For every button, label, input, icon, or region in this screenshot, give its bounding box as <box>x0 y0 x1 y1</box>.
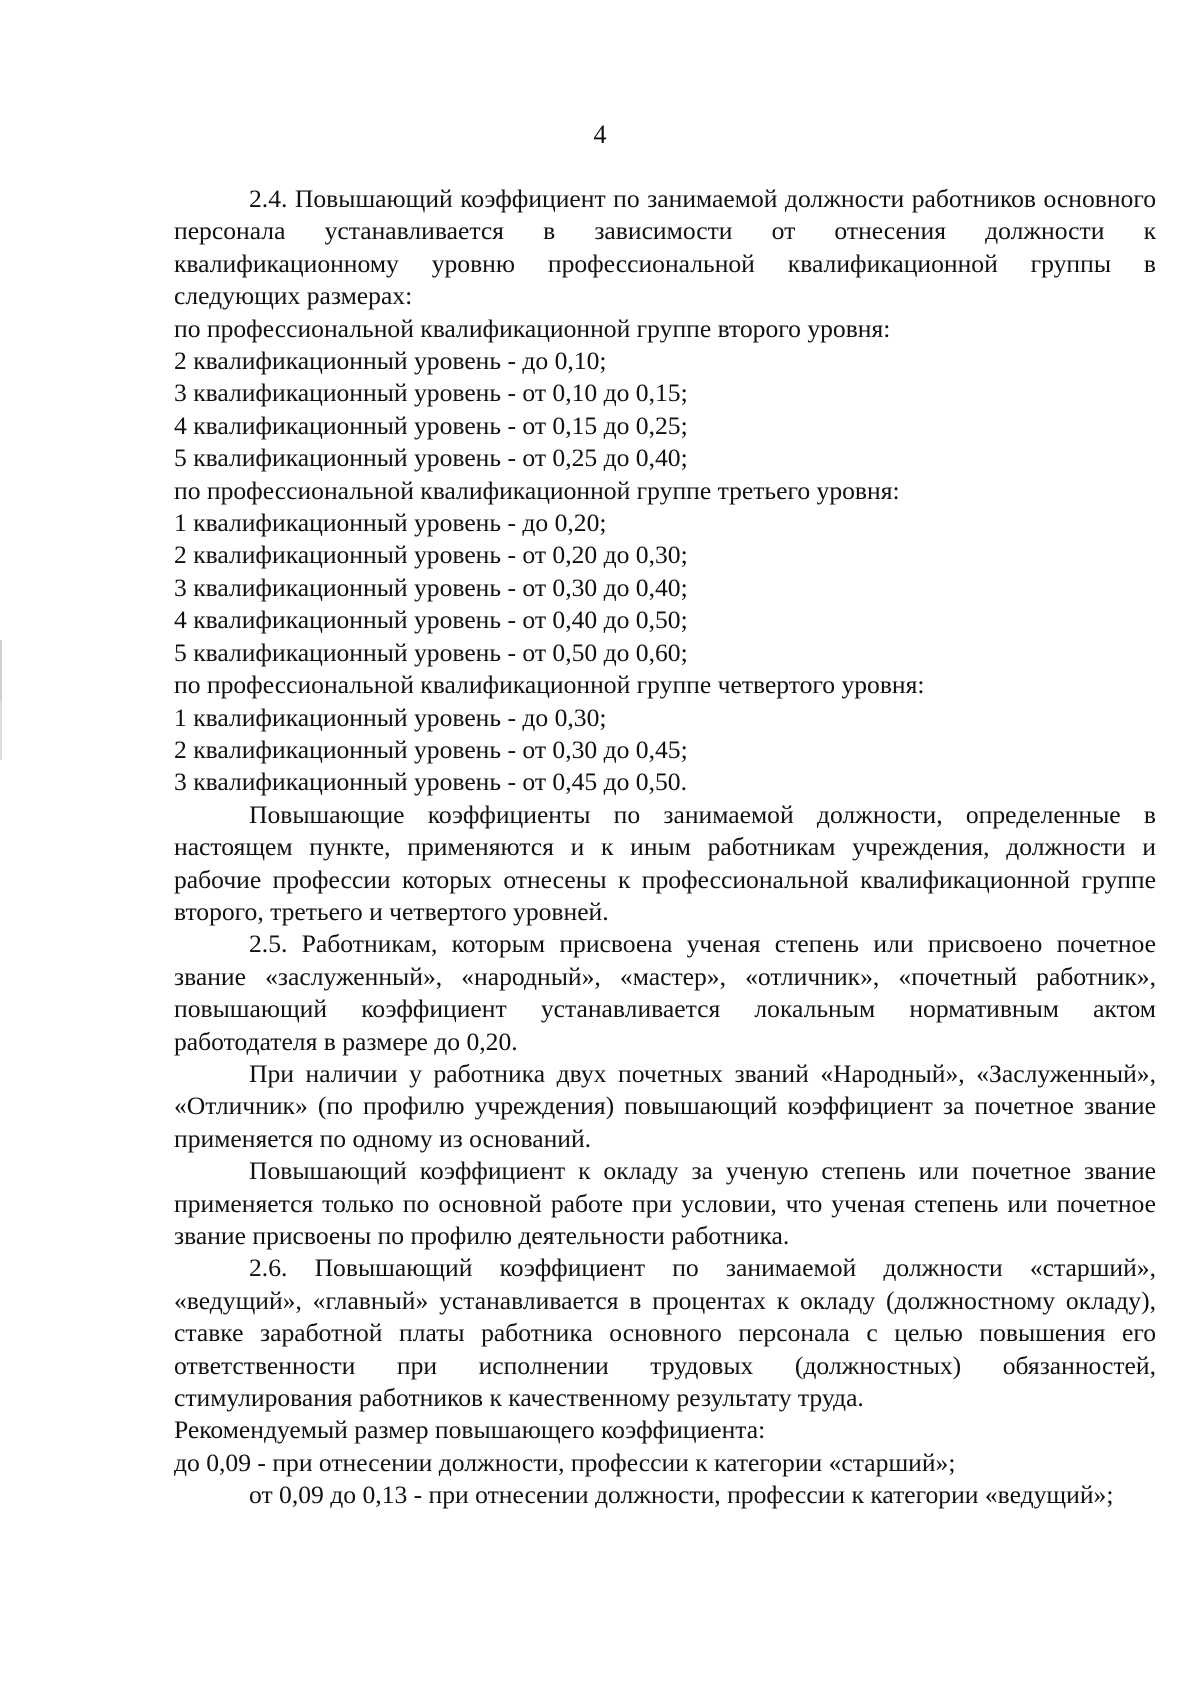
paragraph: Повышающий коэффициент к окладу за ученую степень или почетное звание применяется только по основной работе при условии, что ученая степень или почетное звание присвоены по профилю деятельности работника. <box>174 1156 1156 1250</box>
page-number: 4 <box>593 120 607 149</box>
list-line: 2 квалификационный уровень - от 0,20 до 0,30; <box>174 540 688 570</box>
list-line: 1 квалификационный уровень - до 0,20; <box>174 508 607 538</box>
list-line: 3 квалификационный уровень - от 0,30 до 0,40; <box>174 572 688 602</box>
list-line: 3 квалификационный уровень - от 0,10 до 0,15; <box>174 378 688 408</box>
list-line: по профессиональной квалификационной группе четвертого уровня: <box>174 670 925 700</box>
paragraph: При наличии у работника двух почетных званий «Народный», «Заслуженный», «Отличник» (по профилю учреждения) повышающий коэффициент за почетное звание применяется по одному из оснований. <box>174 1058 1156 1153</box>
paragraph: 2.6. Повышающий коэффициент по занимаемой должности «старший», «ведущий», «главный» устанавливается в процентах к окладу (должностному окладу), ставке заработной платы работника основного персонала с целью повышения его ответственности при исполнении трудовых (должностных) обязанностей, стимулирования работников к качественному результату труда. <box>174 1253 1156 1413</box>
scan-edge-mark <box>0 640 2 700</box>
scan-edge-mark <box>0 700 2 760</box>
list-line: по профессиональной квалификационной группе третьего уровня: <box>174 475 900 505</box>
paragraph: от 0,09 до 0,13 - при отнесении должности, профессии к категории «ведущий»; <box>249 1480 1114 1510</box>
list-line: 5 квалификационный уровень - от 0,25 до 0,40; <box>174 443 688 473</box>
list-line: 2 квалификационный уровень - до 0,10; <box>174 346 607 376</box>
paragraph: Повышающие коэффициенты по занимаемой должности, определенные в настоящем пункте, применяются и к иным работникам учреждения, должности и рабочие профессии которых отнесены к профессиональной квалификационной группе второго, третьего и четвертого уровней. <box>174 799 1156 926</box>
document-body <box>174 183 1156 1512</box>
paragraph: 2.4. Повышающий коэффициент по занимаемой должности работников основного персонала устанавливается в зависимости от отнесения должности к квалификационному уровню профессиональной квалификационной группы в следующих размерах: <box>174 184 1156 311</box>
list-line: 4 квалификационный уровень - от 0,15 до 0,25; <box>174 410 688 440</box>
paragraph: 2.5. Работникам, которым присвоена ученая степень или присвоено почетное звание «заслуженный», «народный», «мастер», «отличник», «почетный работник», повышающий коэффициент устанавливается локальным нормативным актом работодателя в размере до 0,20. <box>174 929 1156 1056</box>
list-line: 5 квалификационный уровень - от 0,50 до 0,60; <box>174 637 688 667</box>
list-line: по профессиональной квалификационной группе второго уровня: <box>174 313 891 343</box>
list-line: 4 квалификационный уровень - от 0,40 до 0,50; <box>174 605 688 635</box>
list-line: до 0,09 - при отнесении должности, профессии к категории «старший»; <box>174 1447 956 1477</box>
list-line: 1 квалификационный уровень - до 0,30; <box>174 702 607 732</box>
list-line: 3 квалификационный уровень - от 0,45 до 0,50. <box>174 767 687 797</box>
list-line: 2 квалификационный уровень - от 0,30 до 0,45; <box>174 734 688 764</box>
list-line: Рекомендуемый размер повышающего коэффициента: <box>174 1415 766 1445</box>
